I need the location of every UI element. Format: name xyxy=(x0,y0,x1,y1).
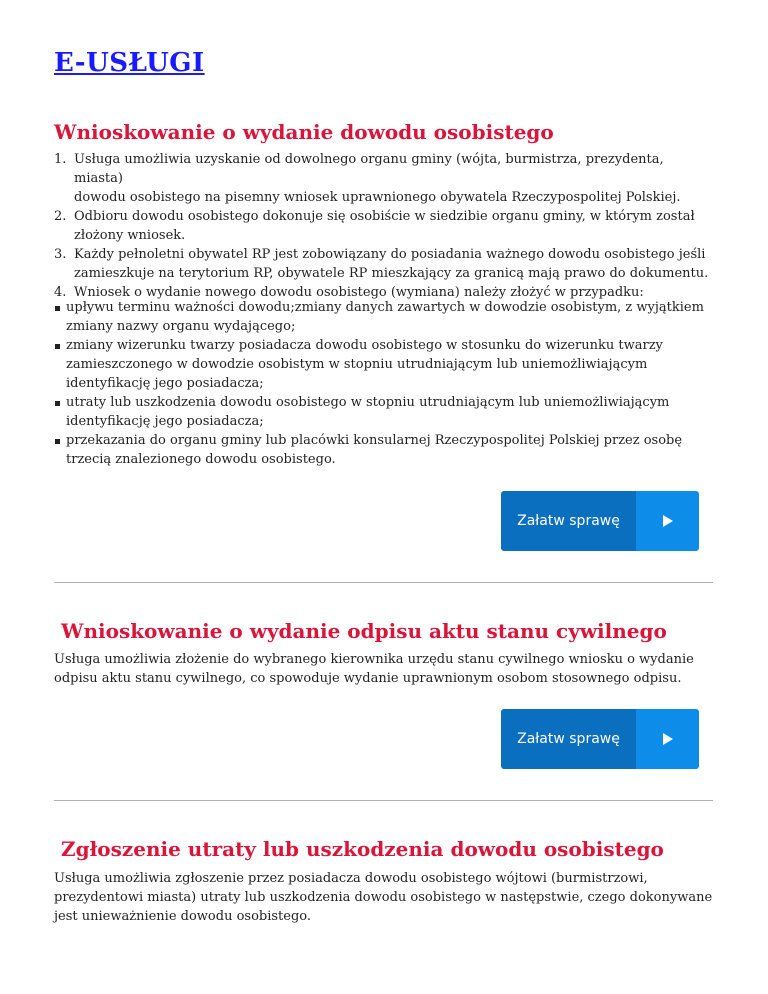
list-item xyxy=(54,245,714,283)
play-arrow-icon xyxy=(636,491,699,551)
bullet-item xyxy=(54,336,714,393)
bullet-item xyxy=(54,298,714,336)
list-number: 4. xyxy=(54,285,67,300)
button-label: Załatw sprawę xyxy=(501,709,636,769)
page-title[interactable]: E-USŁUGI xyxy=(54,48,205,78)
button-label: Załatw sprawę xyxy=(501,491,636,551)
bullet-item-line: zmiany nazwy organu wydającego; xyxy=(66,319,296,334)
list-item-line: zamieszkuje na terytorium RP, obywatele RP mieszkający za granicą mają prawo do dokumentu. xyxy=(74,266,709,281)
bullet-item-line: zamieszczonego w dowodzie osobistym w stopniu utrudniającym lub uniemożliwiającym xyxy=(66,357,648,372)
description-line: prezydentowi miasta) utraty lub uszkodzenia dowodu osobistego w następstwie, czego dokonywane xyxy=(54,890,713,905)
handle-matter-button-civil-record[interactable] xyxy=(501,709,699,769)
list-item-line: dowodu osobistego na pisemny wniosek uprawnionego obywatela Rzeczypospolitej Polskiej. xyxy=(74,190,681,205)
section-title-id-loss: Zgłoszenie utraty lub uszkodzenia dowodu osobistego xyxy=(61,837,664,861)
list-item-line: złożony wniosek. xyxy=(74,228,186,243)
list-item-line: Każdy pełnoletni obywatel RP jest zobowiązany do posiadania ważnego dowodu osobistego jeśli xyxy=(74,247,706,262)
description-line: Usługa umożliwia złożenie do wybranego kierownika urzędu stanu cywilnego wniosku o wydanie xyxy=(54,652,694,667)
bullet-item-line: zmiany wizerunku twarzy posiadacza dowodu osobistego w stosunku do wizerunku twarzy xyxy=(66,338,663,353)
list-number: 2. xyxy=(54,209,67,224)
bullet-item-line: utraty lub uszkodzenia dowodu osobistego w stopniu utrudniającym lub uniemożliwiającym xyxy=(66,395,670,410)
handle-matter-button-id-card[interactable] xyxy=(501,491,699,551)
list-item-line: Wniosek o wydanie nowego dowodu osobistego (wymiana) należy złożyć w przypadku: xyxy=(74,285,644,300)
bullet-item xyxy=(54,431,714,469)
list-item-line: Odbioru dowodu osobistego dokonuje się osobiście w siedzibie organu gminy, w którym został xyxy=(74,209,695,224)
bullet-item-line: trzecią znalezionego dowodu osobistego. xyxy=(66,452,336,467)
list-item-line: Usługa umożliwia uzyskanie od dowolnego organu gminy (wójta, burmistrza, prezydenta, miasta) xyxy=(74,152,664,186)
bullet-list xyxy=(54,298,714,469)
bullet-item-line: identyfikację jego posiadacza; xyxy=(66,414,264,429)
bullet-item-line: upływu terminu ważności dowodu;zmiany danych zawartych w dowodzie osobistym, z wyjątkiem xyxy=(66,300,704,315)
divider xyxy=(54,800,713,801)
list-number: 3. xyxy=(54,247,67,262)
list-item xyxy=(54,207,714,245)
section-description xyxy=(54,650,714,688)
play-arrow-icon xyxy=(636,709,699,769)
section-title-id-card: Wnioskowanie o wydanie dowodu osobistego xyxy=(54,120,554,144)
divider xyxy=(54,582,713,583)
bullet-item-line: przekazania do organu gminy lub placówki konsularnej Rzeczypospolitej Polskiej przez osobę xyxy=(66,433,683,448)
list-number: 1. xyxy=(54,152,67,167)
description-line: odpisu aktu stanu cywilnego, co spowoduje wydanie uprawnionym osobom stosownego odpisu. xyxy=(54,671,682,686)
section-title-civil-record: Wnioskowanie o wydanie odpisu aktu stanu cywilnego xyxy=(61,619,667,643)
description-line: jest unieważnienie dowodu osobistego. xyxy=(54,909,312,924)
list-item xyxy=(54,150,714,207)
section-description xyxy=(54,869,714,926)
numbered-list xyxy=(54,150,714,302)
bullet-item-line: identyfikację jego posiadacza; xyxy=(66,376,264,391)
bullet-item xyxy=(54,393,714,431)
description-line: Usługa umożliwia zgłoszenie przez posiadacza dowodu osobistego wójtowi (burmistrzowi, xyxy=(54,871,648,886)
